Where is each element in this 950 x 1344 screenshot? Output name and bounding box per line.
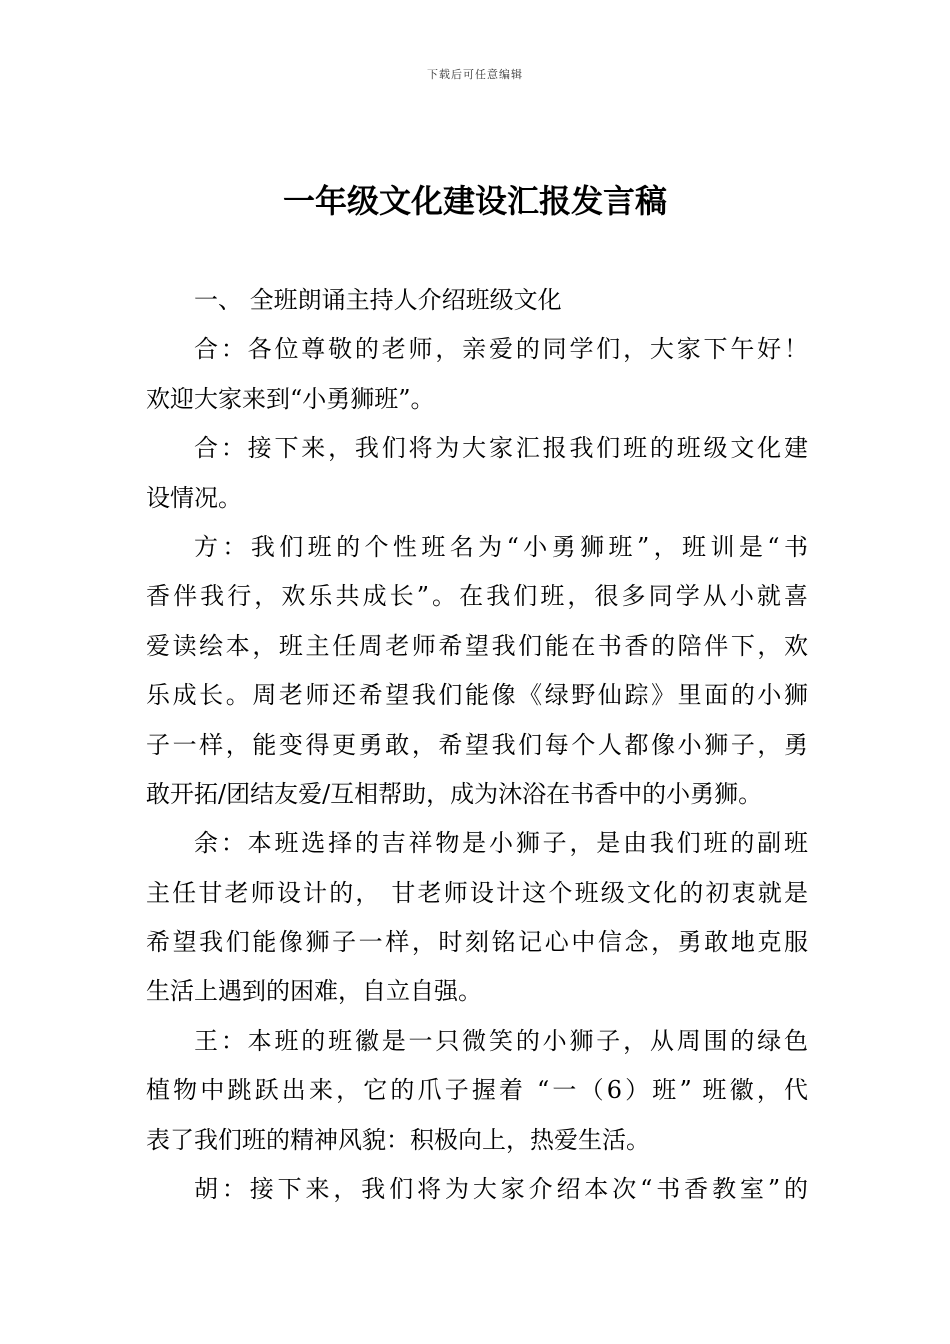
paragraph-line: 设情况。	[146, 483, 242, 512]
paragraph-line: 合：接下来，我们将为大家汇报我们班的班级文化建	[194, 434, 808, 463]
paragraph-line: 合：各位尊敬的老师，亲爱的同学们，大家下午好！	[194, 335, 808, 364]
paragraph-line: 表了我们班的精神风貌：积极向上，热爱生活。	[146, 1125, 650, 1154]
document-title: 一年级文化建设汇报发言稿	[282, 182, 667, 220]
paragraph-line: 胡：接下来，我们将为大家介绍本次“书香教室”的	[194, 1175, 808, 1204]
paragraph-line: 方：我们班的个性班名为“小勇狮班”，班训是“书	[194, 532, 808, 561]
paragraph-line: 植物中跳跃出来，它的爪子握着 “一（6）班” 班徽，代	[146, 1076, 808, 1105]
paragraph-line: 主任甘老师设计的， 甘老师设计这个班级文化的初衷就是	[146, 878, 808, 907]
paragraph-line: 余：本班选择的吉祥物是小狮子，是由我们班的副班	[194, 829, 808, 858]
paragraph-line: 希望我们能像狮子一样，时刻铭记心中信念，勇敢地克服	[146, 928, 808, 957]
paragraph-line: 王：本班的班徽是一只微笑的小狮子，从周围的绿色	[194, 1026, 808, 1055]
paragraph-line: 爱读绘本，班主任周老师希望我们能在书香的陪伴下，欢	[146, 631, 808, 660]
paragraph-line: 香伴我行，欢乐共成长”。在我们班，很多同学从小就喜	[146, 582, 808, 611]
header-note: 下载后可任意编辑	[427, 68, 523, 81]
document-body	[146, 276, 808, 1214]
paragraph-line: 子一样，能变得更勇敢，希望我们每个人都像小狮子，勇	[146, 730, 808, 759]
paragraph-line: 欢迎大家来到“小勇狮班”。	[146, 384, 435, 413]
paragraph-line: 敢开拓/团结友爱/互相帮助，成为沐浴在书香中的小勇狮。	[146, 779, 763, 808]
paragraph-line: 生活上遇到的困难，自立自强。	[146, 977, 482, 1006]
paragraph-line: 乐成长。周老师还希望我们能像《绿野仙踪》里面的小狮	[146, 681, 808, 710]
section-heading: 一、 全班朗诵主持人介绍班级文化	[194, 286, 562, 314]
